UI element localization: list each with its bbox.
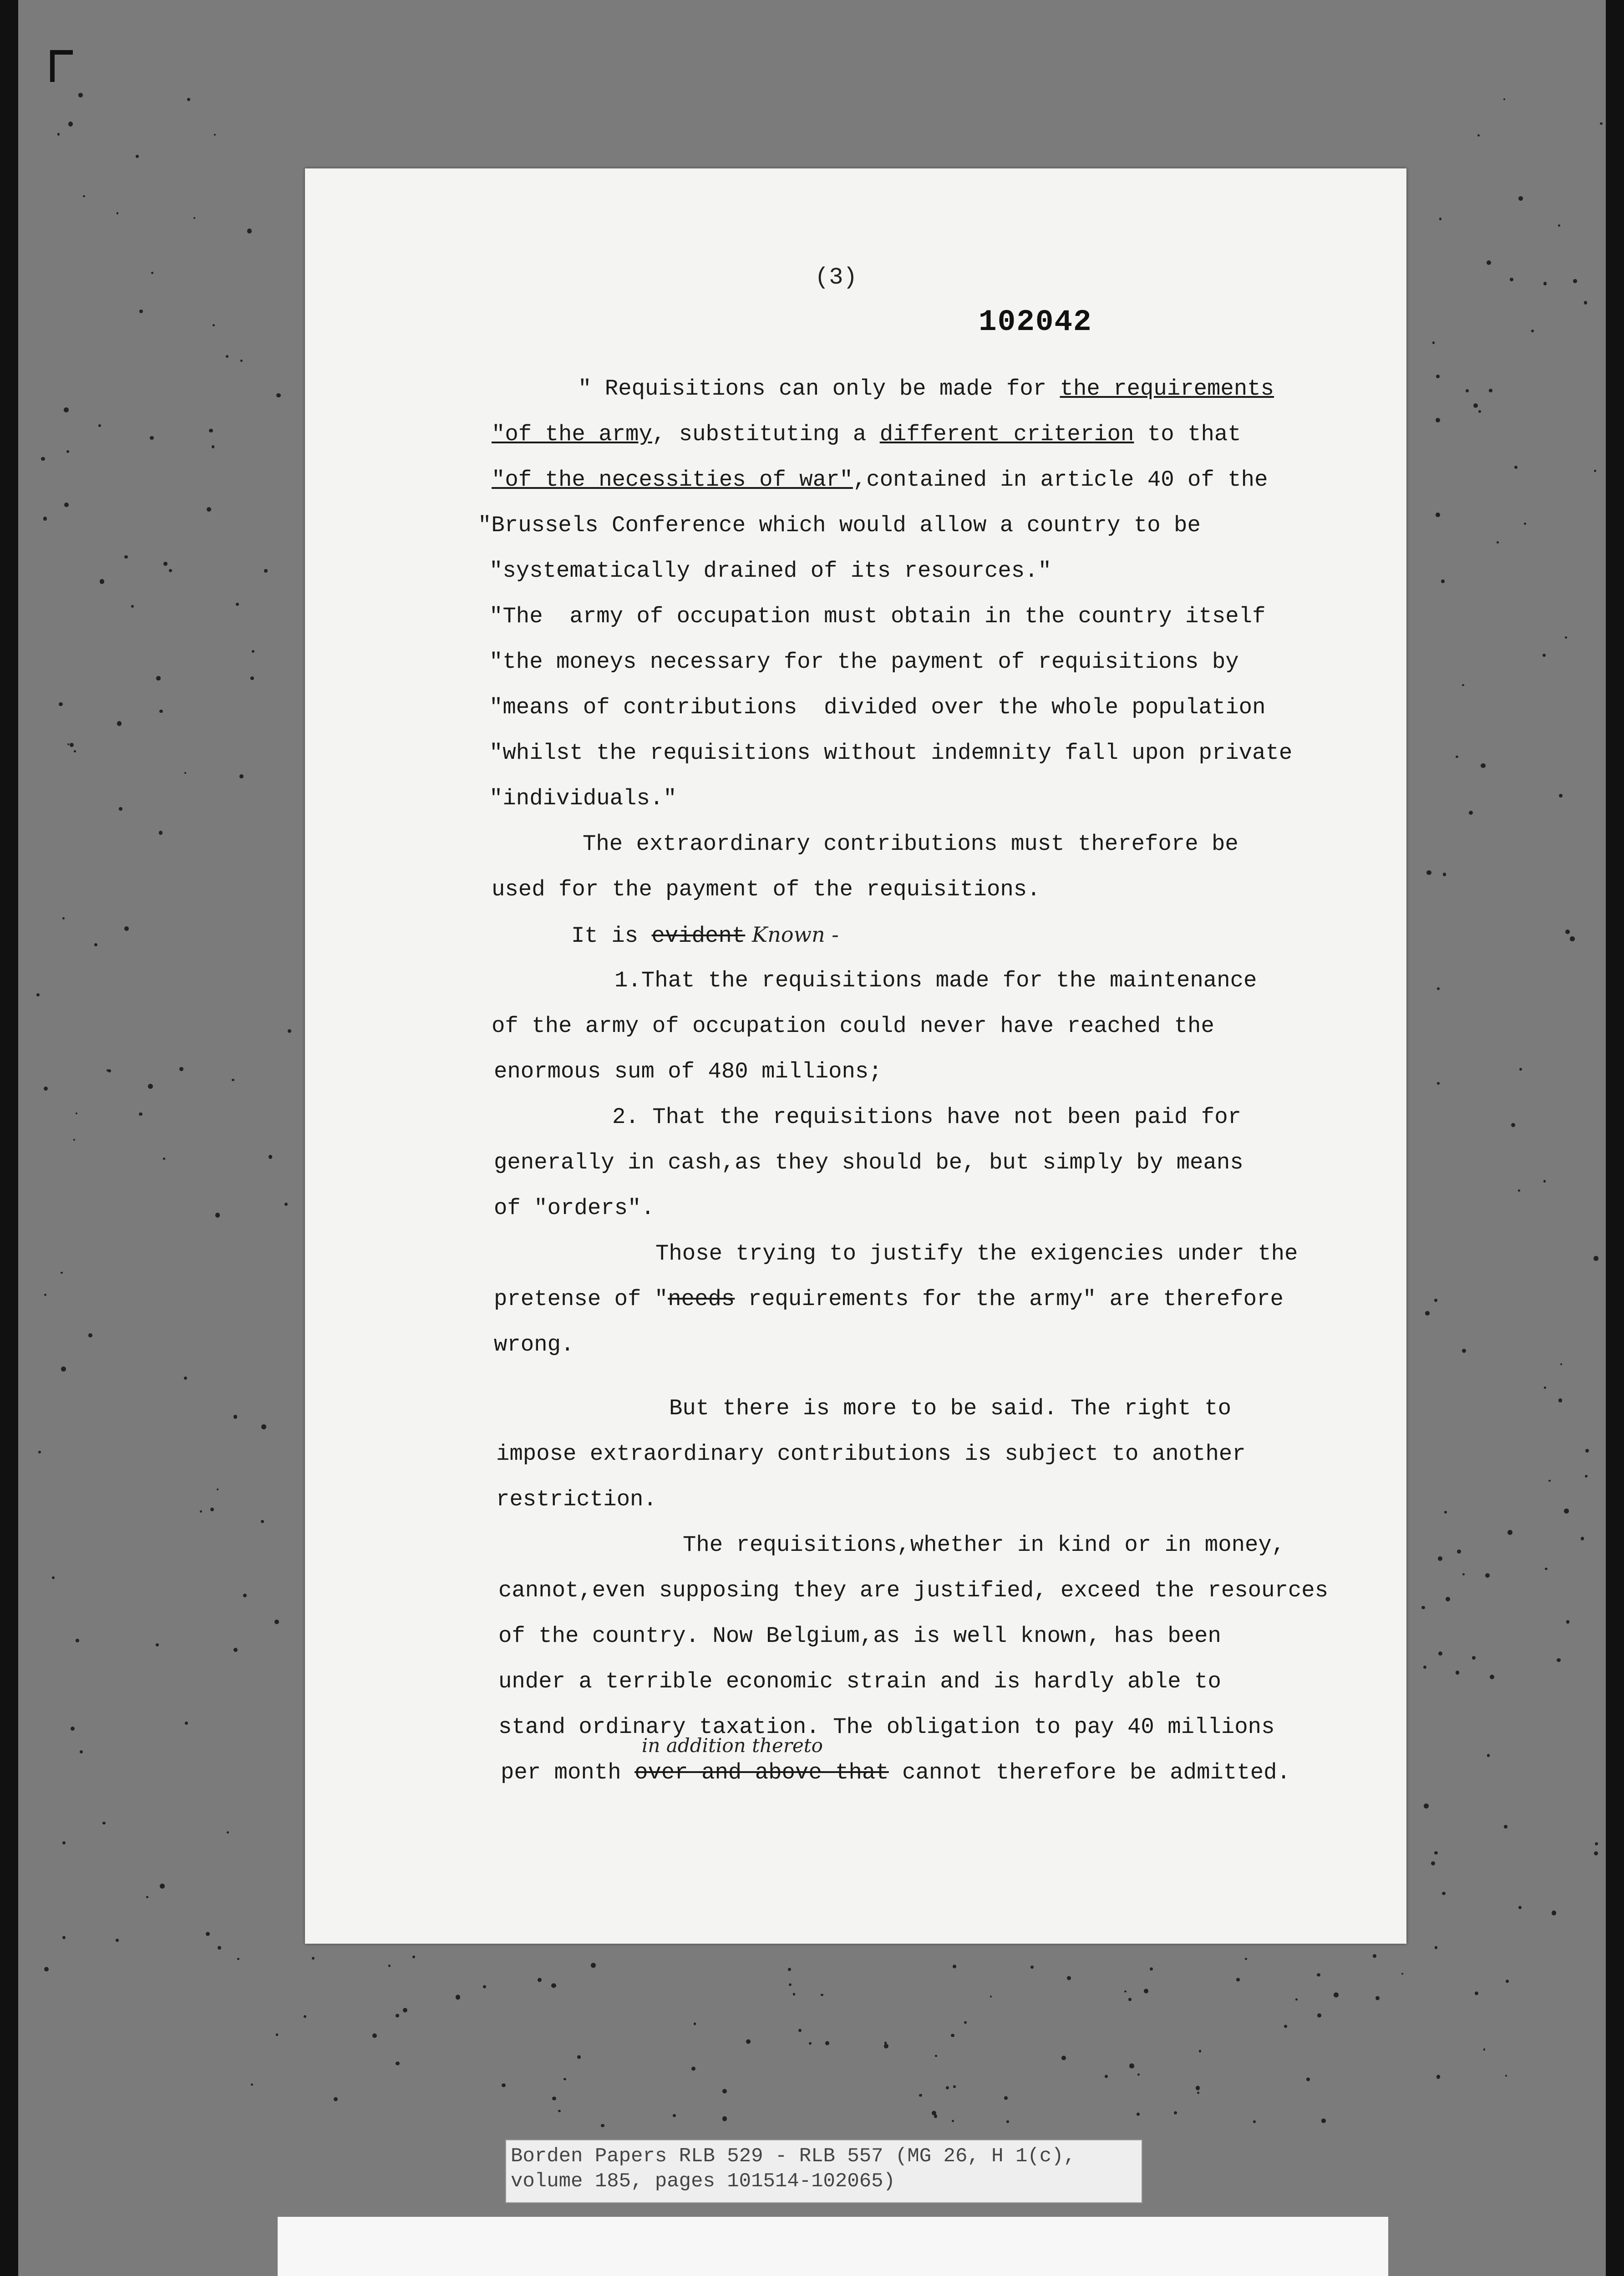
speck (1456, 756, 1458, 758)
speck (1253, 2120, 1256, 2123)
citation-label (505, 2139, 1142, 2203)
speck (952, 2120, 954, 2122)
speck (78, 93, 83, 97)
speck (102, 1822, 105, 1824)
document-line (489, 560, 1051, 582)
speck (1497, 541, 1499, 544)
speck (577, 2055, 581, 2059)
speck (1565, 636, 1567, 639)
speck (1284, 2025, 1287, 2028)
speck (179, 1067, 183, 1071)
speck (1437, 987, 1440, 990)
speck (43, 517, 47, 520)
speck (412, 1956, 415, 1958)
line-segment: But there is more to be said. The right to (669, 1396, 1232, 1421)
struck-text: needs (668, 1286, 735, 1312)
line-segment: "of the necessities of war" (492, 467, 853, 493)
speck (1423, 1666, 1426, 1669)
speck (1431, 1861, 1435, 1865)
speck (1543, 282, 1547, 285)
speck (159, 710, 162, 713)
speck (1439, 218, 1441, 220)
speck (288, 1029, 292, 1033)
speck (694, 2022, 696, 2025)
document-line (498, 1580, 1328, 1602)
speck (1531, 330, 1534, 332)
document-line (683, 1534, 1285, 1556)
speck (44, 1967, 49, 1971)
speck (1558, 224, 1560, 227)
speck (1006, 2120, 1009, 2123)
speck (239, 774, 244, 778)
speck (1196, 2086, 1200, 2090)
line-segment: "individuals." (489, 786, 677, 811)
speck (1483, 2048, 1485, 2050)
document-line (478, 514, 1201, 537)
speck (1557, 1658, 1561, 1662)
speck (226, 355, 228, 358)
speck (1321, 2119, 1326, 2123)
line-segment: "whilst the requisitions without indemnity fall upon private (489, 740, 1293, 766)
speck (793, 1993, 795, 1995)
line-segment: the requirements (1060, 376, 1274, 401)
speck (1552, 1910, 1557, 1915)
line-segment: generally in cash,as they should be, but simply by means (494, 1150, 1243, 1175)
speck (119, 807, 122, 811)
document-line (496, 1489, 657, 1511)
document-line (655, 1243, 1298, 1265)
struck-text: over and above that (634, 1760, 889, 1785)
speck (788, 1968, 791, 1971)
document-line (494, 1334, 574, 1356)
speck (61, 1272, 62, 1274)
crop-corner-mark (50, 50, 73, 82)
speck (163, 1158, 165, 1159)
speck (1425, 1311, 1430, 1316)
speck (1573, 279, 1577, 283)
speck (1441, 579, 1444, 583)
speck (1124, 1991, 1127, 1993)
speck (1566, 1620, 1570, 1624)
document-id-stamp: 102042 (979, 305, 1092, 339)
speck (139, 1113, 142, 1116)
speck (334, 2097, 338, 2101)
speck (210, 1508, 214, 1511)
speck (1487, 1754, 1490, 1757)
speck (61, 1367, 66, 1372)
speck (1334, 1992, 1339, 1997)
speck (1401, 1973, 1403, 1975)
speck (934, 2114, 937, 2118)
speck (1564, 1509, 1568, 1513)
speck (1594, 1851, 1598, 1855)
document-line (614, 970, 1257, 992)
speck (1436, 2075, 1440, 2078)
speck (240, 360, 243, 362)
document-line (489, 787, 677, 810)
speck (1004, 2096, 1008, 2100)
page-number: (3) (815, 264, 858, 291)
line-segment: 2. That the requisitions have not been paid for (612, 1104, 1242, 1130)
line-segment: The requisitions,whether in kind or in money, (683, 1532, 1285, 1558)
speck (951, 2034, 954, 2037)
document-line (496, 1443, 1246, 1465)
document-line (492, 1015, 1214, 1037)
line-segment: "systematically drained of its resources." (489, 558, 1052, 584)
speck (1485, 1573, 1490, 1578)
speck (552, 2097, 556, 2101)
line-segment: " Requisitions can only be made for (578, 376, 1060, 401)
line-segment: restriction. (496, 1487, 657, 1512)
speck (1150, 1967, 1153, 1971)
speck (1544, 1387, 1546, 1388)
speck (1581, 1537, 1584, 1540)
speck (64, 503, 69, 507)
speck (1600, 122, 1603, 125)
line-segment: requirements for the army" are therefore (735, 1286, 1284, 1312)
speck (66, 450, 69, 453)
speck (57, 133, 60, 135)
speck (252, 650, 254, 653)
speck (73, 1139, 75, 1141)
speck (1594, 1256, 1599, 1261)
speck (1507, 1530, 1512, 1535)
speck (1426, 870, 1431, 875)
speck (74, 750, 76, 752)
line-segment: of the army of occupation could never have reached the (492, 1013, 1214, 1039)
speck (1061, 2056, 1066, 2060)
speck (184, 1377, 187, 1380)
speck (124, 926, 129, 931)
speck (1518, 1906, 1522, 1909)
line-segment: different criterion (879, 422, 1134, 447)
speck (150, 436, 153, 440)
line-segment: "of the army (492, 422, 652, 447)
speck (1456, 1671, 1459, 1674)
speck (68, 122, 73, 127)
speck (1438, 1651, 1442, 1656)
line-segment: ,contained in article 40 of the (853, 467, 1268, 493)
line-segment: under a terrible economic strain and is hardly able to (498, 1669, 1221, 1694)
document-line (492, 423, 1241, 446)
line-segment: "the moneys necessary for the payment of requisitions by (489, 649, 1239, 675)
speck (160, 1884, 165, 1889)
speck (187, 98, 190, 101)
speck (44, 1294, 46, 1296)
speck (1436, 513, 1440, 517)
line-segment: per month (501, 1760, 635, 1785)
speck (212, 445, 214, 448)
line-segment: to that (1134, 422, 1241, 447)
speck (209, 429, 213, 433)
speck (1444, 1511, 1447, 1514)
speck (1518, 1189, 1520, 1192)
document-line (571, 924, 839, 947)
line-segment: It is (571, 923, 652, 949)
speck (1548, 1480, 1550, 1482)
document-line (578, 378, 1274, 400)
speck (213, 324, 215, 326)
document-line (498, 1625, 1221, 1647)
speck (247, 229, 252, 234)
speck (1317, 1973, 1320, 1976)
speck (243, 1594, 247, 1597)
speck (1446, 1597, 1450, 1601)
speck (70, 743, 74, 747)
speck (372, 2033, 377, 2038)
speck (558, 2110, 560, 2112)
speck (80, 1750, 83, 1753)
speck (722, 2116, 727, 2121)
speck (1543, 654, 1546, 657)
speck (100, 579, 104, 584)
speck (551, 1983, 556, 1988)
speck (1438, 1556, 1442, 1561)
document-line (494, 1197, 655, 1219)
speck (1105, 2075, 1108, 2078)
speck (1442, 1892, 1446, 1895)
speck (1472, 1656, 1476, 1660)
document-line (489, 696, 1265, 719)
speck (1434, 1299, 1437, 1301)
document-line (492, 469, 1268, 491)
speck (1432, 341, 1435, 344)
speck (131, 605, 134, 608)
speck (1584, 301, 1587, 304)
speck (1317, 2013, 1321, 2017)
line-segment: "means of contributions divided over the whole population (489, 695, 1266, 720)
speck (722, 2089, 727, 2093)
struck-text: evident (651, 923, 746, 949)
line-segment: Those trying to justify the exigencies under the (655, 1241, 1298, 1266)
handwritten-insert: in addition thereto (642, 1734, 823, 1757)
document-line (612, 1106, 1241, 1128)
speck (1437, 1082, 1440, 1085)
line-segment: wrong. (494, 1332, 574, 1357)
speck (1434, 1851, 1437, 1854)
speck (1487, 260, 1491, 265)
speck (264, 569, 268, 573)
speck (1436, 375, 1440, 378)
speck (88, 1333, 92, 1337)
speck (601, 2124, 604, 2127)
speck (1373, 1954, 1376, 1958)
document-line (494, 1152, 1243, 1174)
line-segment: used for the payment of the requisitions. (492, 877, 1040, 902)
document-line (498, 1671, 1221, 1693)
document-line (489, 651, 1239, 673)
speck (1375, 1996, 1380, 2000)
line-segment: enormous sum of 480 millions; (494, 1059, 882, 1084)
line-segment: cannot therefore be admitted. (888, 1760, 1290, 1785)
speck (159, 831, 163, 835)
speck (953, 2085, 955, 2088)
speck (1236, 1978, 1240, 1981)
speck (388, 1965, 391, 1967)
line-segment: impose extraordinary contributions is subject to another (496, 1441, 1246, 1467)
document-line (669, 1397, 1231, 1420)
line-segment: 1.That the requisitions made for the maintenance (614, 968, 1257, 993)
speck (36, 993, 40, 996)
citation-line-2: volume 185, pages 101514-102065) (511, 2170, 895, 2193)
speck (233, 1415, 237, 1418)
speck (237, 1958, 239, 1960)
speck (1129, 2063, 1134, 2068)
line-segment: "Brussels Conference which would allow a country to be (478, 513, 1201, 538)
document-line (494, 1061, 882, 1083)
document-line (489, 605, 1265, 628)
document-line (489, 742, 1292, 764)
speck (156, 676, 161, 681)
speck (1510, 278, 1513, 281)
speck (1560, 1363, 1562, 1365)
speck (44, 1087, 48, 1091)
speck (312, 1957, 315, 1960)
speck (1128, 1998, 1131, 2001)
line-segment: stand ordinary taxation. The obligation to pay 40 millions (498, 1714, 1275, 1740)
archives-card (278, 2217, 1388, 2276)
speck (673, 2114, 676, 2117)
speck (269, 1155, 272, 1158)
citation-line-1: Borden Papers RLB 529 - RLB 557 (MG 26, H 1(c), (511, 2145, 1076, 2168)
line-segment: of the country. Now Belgium,as is well known, has been (498, 1623, 1221, 1649)
line-segment: pretense of " (494, 1286, 668, 1312)
document-line (498, 1716, 1274, 1738)
speck (169, 569, 172, 572)
speck (218, 1946, 221, 1950)
speck (821, 1994, 823, 1997)
speck (146, 1896, 148, 1898)
speck (1424, 1804, 1429, 1809)
line-segment: cannot,even supposing they are justified, exceed the resources (498, 1578, 1329, 1603)
line-segment: The extraordinary contributions must therefore be (583, 831, 1238, 857)
speck (1558, 1398, 1562, 1402)
speck (304, 2015, 306, 2018)
speck (41, 457, 45, 461)
speck (1466, 389, 1469, 392)
speck (538, 1978, 542, 1982)
speck (953, 1965, 956, 1968)
speck (38, 1451, 41, 1453)
speck (227, 1831, 229, 1834)
handwritten-note: Known - (745, 922, 839, 947)
speck (396, 2062, 400, 2066)
speck (276, 2033, 278, 2036)
line-segment: of "orders". (494, 1195, 655, 1221)
speck (563, 2078, 566, 2081)
speck (396, 2014, 399, 2017)
speck (1197, 2092, 1199, 2094)
speck (284, 1203, 288, 1206)
speck (276, 393, 281, 398)
speck (1245, 1958, 1247, 1960)
speck (1421, 1606, 1425, 1609)
line-segment: , substituting a (652, 422, 880, 447)
speck (1570, 936, 1574, 941)
speck (1543, 1180, 1546, 1183)
document-line (583, 833, 1238, 855)
speck (1137, 2113, 1140, 2116)
speck (483, 1985, 486, 1988)
speck (1144, 1989, 1148, 1993)
speck (884, 2042, 887, 2044)
speck (163, 562, 167, 566)
speck (1462, 684, 1464, 686)
speck (215, 1213, 220, 1218)
document-line (492, 879, 1040, 901)
speck (919, 2094, 922, 2097)
speck (117, 212, 119, 214)
document-line (494, 1288, 1284, 1311)
speck (151, 272, 153, 274)
speck (1489, 389, 1492, 392)
speck (1518, 196, 1523, 201)
document-line (501, 1762, 1290, 1784)
speck (62, 917, 65, 920)
speck (193, 217, 195, 219)
line-segment: "The army of occupation must obtain in the country itself (489, 604, 1266, 629)
speck (884, 2044, 888, 2048)
speck (1457, 1550, 1461, 1554)
